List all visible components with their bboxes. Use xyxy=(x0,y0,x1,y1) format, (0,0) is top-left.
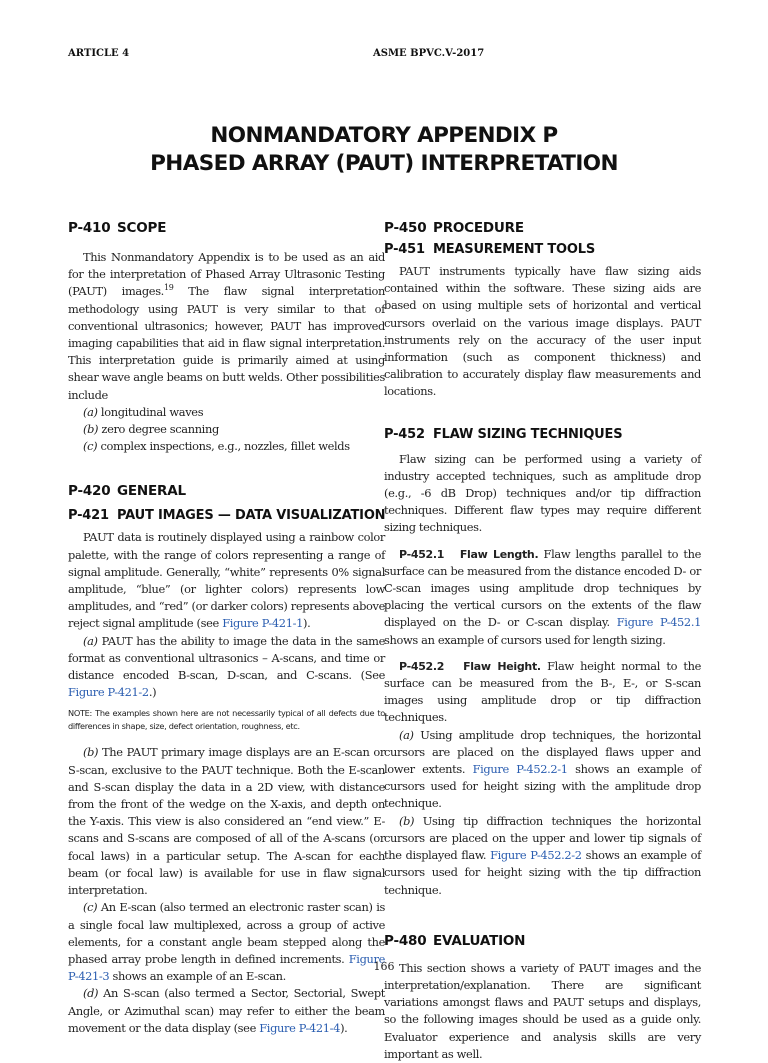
section-title: MEASUREMENT TOOLS xyxy=(433,242,595,257)
text-run: shows an example of cursors used for length sizing. xyxy=(384,632,666,647)
subsection-title: Flaw Length. xyxy=(459,547,539,561)
section-number: P-452 xyxy=(384,426,425,442)
section-number: P-421 xyxy=(68,508,109,524)
section-heading-p480 xyxy=(384,933,701,949)
section-title: SCOPE xyxy=(117,220,167,236)
section-heading-p452 xyxy=(384,427,701,442)
text-run: shows an example of an E-scan. xyxy=(109,969,286,984)
text-run: Using amplitude drop techniques, the horizontal cursors are placed on the displayed flaws upper and lower extents. xyxy=(384,727,701,777)
item-label: (a) xyxy=(399,727,414,742)
figure-link-p452-1[interactable]: Figure P-452.1 xyxy=(616,615,701,630)
text-run: PAUT data is routinely displayed using a rainbow color palette, with the range of colors representing a range of signal amplitude. Generally, “white” represents 0% signal amplitude, “blue” (or lighter colors) represents low amplitudes, and “red” (or darker colors) represents above reject signal amplitude (see xyxy=(68,530,385,631)
running-header xyxy=(68,48,700,64)
text-run: ). xyxy=(340,1020,348,1035)
text-run: The PAUT primary image displays are an E-scan or S-scan, exclusive to the PAUT technique. Both the E-scan and S-scan display the data in a 2D view, with distance from the front of the wedge on the X-axis, and depth on the Y-axis. This view is also considered an “end view.” E-scans and S-scans are composed of all of the A-scans (or focal laws) in a particular setup. The A-scan for each beam (or focal law) is available for use in flaw signal interpretation. xyxy=(68,745,385,898)
evaluation-paragraph: This section shows a variety of PAUT images and the interpretation/explanation. There are significant variations amongst flaws and PAUT setups and displays, so the following images should be used as a guide only. Evaluator experience and analysis skills are very important as well. xyxy=(384,960,701,1061)
item-text: zero degree scanning xyxy=(98,422,219,437)
paragraph-p452-2 xyxy=(384,658,701,727)
section-title: GENERAL xyxy=(117,483,186,500)
note: NOTE: The examples shown here are not necessarily typical of all defects due to differences in shape, size, defect orientation, roughness, etc. xyxy=(68,708,385,732)
item-text: complex inspections, e.g., nozzles, fillet welds xyxy=(97,439,350,454)
footnote-ref[interactable]: 19 xyxy=(163,283,174,293)
left-column xyxy=(68,218,385,1037)
text-run: An S-scan (also termed a Sector, Sectorial, Swept Angle, or Azimuthal scan) may refer to either the beam movement or the data display (see xyxy=(68,986,385,1035)
figure-link-p452-2-1[interactable]: Figure P-452.2-1 xyxy=(472,762,568,777)
figure-link-p452-2-2[interactable]: Figure P-452.2-2 xyxy=(490,848,582,863)
section-heading-p450 xyxy=(384,220,701,236)
text-run: ). xyxy=(303,616,311,631)
text-run: shows an example of cursors used for height sizing with the amplitude drop technique. xyxy=(384,762,701,811)
figure-link-p421-2[interactable]: Figure P-421-2 xyxy=(68,685,149,700)
section-title: PAUT IMAGES — DATA VISUALIZATION xyxy=(117,508,386,524)
subsection-number: P-452.2 xyxy=(399,659,445,673)
item-label: (a) xyxy=(83,633,98,648)
paragraph-b xyxy=(68,744,385,899)
scope-item-c xyxy=(68,438,385,455)
page-number: 166 xyxy=(373,960,395,973)
text-run: .) xyxy=(148,685,157,700)
article-label: ARTICLE 4 xyxy=(68,48,130,59)
appendix-title xyxy=(0,122,768,178)
paragraph-a xyxy=(68,633,385,702)
text-run: Using tip diffraction techniques the horizontal cursors are placed on the upper and lower tip signals of the displayed flaw. xyxy=(384,813,701,863)
item-label: (c) xyxy=(83,439,98,454)
item-label: (a) xyxy=(83,404,98,419)
item-label: (c) xyxy=(83,900,98,915)
text-run: An E-scan (also termed an electronic raster scan) is a single focal law multiplexed, across a group of active elements, for a constant angle beam stepped along the phased array probe length in defined increments. xyxy=(68,900,385,966)
item-label: (b) xyxy=(83,422,99,437)
standard-label: ASME BPVC.V-2017 xyxy=(373,48,485,59)
section-number: P-451 xyxy=(384,242,425,257)
item-label: (b) xyxy=(83,745,99,760)
subsection-title: Flaw Height. xyxy=(463,659,541,673)
sizing-paragraph: Flaw sizing can be performed using a variety of industry accepted techniques, such as amplitude drop (e.g., -6 dB Drop) techniques and/or tip diffraction techniques. Different flaw types may require different sizing techniques. xyxy=(384,451,701,535)
figure-link-p421-1[interactable]: Figure P-421-1 xyxy=(222,616,303,631)
item-label: (b) xyxy=(399,813,415,828)
text-run: The flaw signal interpretation methodology using PAUT is very similar to that of conventional ultrasonics; however, PAUT has improved imaging capabilities that aid in flaw signal interpretation. This interpretation guide is primarily aimed at using shear wave angle beams on butt welds. Other possibilities include xyxy=(68,284,386,402)
section-heading-p421 xyxy=(68,508,385,523)
item-text: longitudinal waves xyxy=(97,404,204,419)
section-number: P-450 xyxy=(384,220,427,236)
section-number: P-420 xyxy=(68,483,111,500)
section-number: P-480 xyxy=(384,932,427,949)
paragraph-p452-1 xyxy=(384,546,701,649)
figure-link-p421-4[interactable]: Figure P-421-4 xyxy=(259,1020,341,1035)
item-label: (d) xyxy=(83,986,99,1001)
paragraph-height-b xyxy=(384,813,701,899)
scope-item-a xyxy=(68,404,385,421)
paragraph-d xyxy=(68,985,385,1037)
section-title: FLAW SIZING TECHNIQUES xyxy=(433,426,623,442)
scope-paragraph xyxy=(68,249,385,404)
general-paragraph xyxy=(68,529,385,632)
tools-paragraph: PAUT instruments typically have flaw sizing aids contained within the software. These sizing aids are based on using multiple sets of horizontal and vertical cursors overlaid on the various image displays. PAUT instruments rely on the accuracy of the user input information (such as component thickness) and calibration to accurately display flaw measurements and locations. xyxy=(384,264,701,399)
section-heading-p451 xyxy=(384,242,701,257)
paragraph-height-a xyxy=(384,727,701,813)
right-column xyxy=(384,218,701,1063)
section-title: EVALUATION xyxy=(433,932,526,949)
title-line-1: NONMANDATORY APPENDIX P xyxy=(210,123,558,148)
text-run: shows an example of cursors used for height sizing with the tip diffraction technique. xyxy=(384,848,701,897)
section-title: PROCEDURE xyxy=(433,220,524,236)
figure-link-p421-3[interactable]: Figure P-421-3 xyxy=(68,951,385,984)
section-heading-p420 xyxy=(68,483,385,499)
text-run: Flaw lengths parallel to the surface can be measured from the distance encoded D- or C-scan images using amplitude drop techniques by placing the vertical cursors on the extents of the flaw displayed on the D- or C-scan display. xyxy=(384,546,702,630)
text-run: PAUT has the ability to image the data in the same format as conventional ultrasonics – A-scans, and time or distance encoded B-scan, D-scan, and C-scans. (See xyxy=(68,633,385,683)
section-number: P-410 xyxy=(68,220,111,236)
text-run: Flaw height normal to the surface can be measured from the B-, E-, or S-scan images using amplitude drop or tip diffraction techniques. xyxy=(384,658,702,725)
title-line-2: PHASED ARRAY (PAUT) INTERPRETATION xyxy=(150,151,618,176)
subsection-number: P-452.1 xyxy=(399,547,445,561)
text-run: This Nonmandatory Appendix is to be used as an aid for the interpretation of Phased Array Ultrasonic Testing (PAUT) images. xyxy=(68,250,385,299)
section-heading-p410 xyxy=(68,220,385,236)
scope-item-b xyxy=(68,421,385,438)
